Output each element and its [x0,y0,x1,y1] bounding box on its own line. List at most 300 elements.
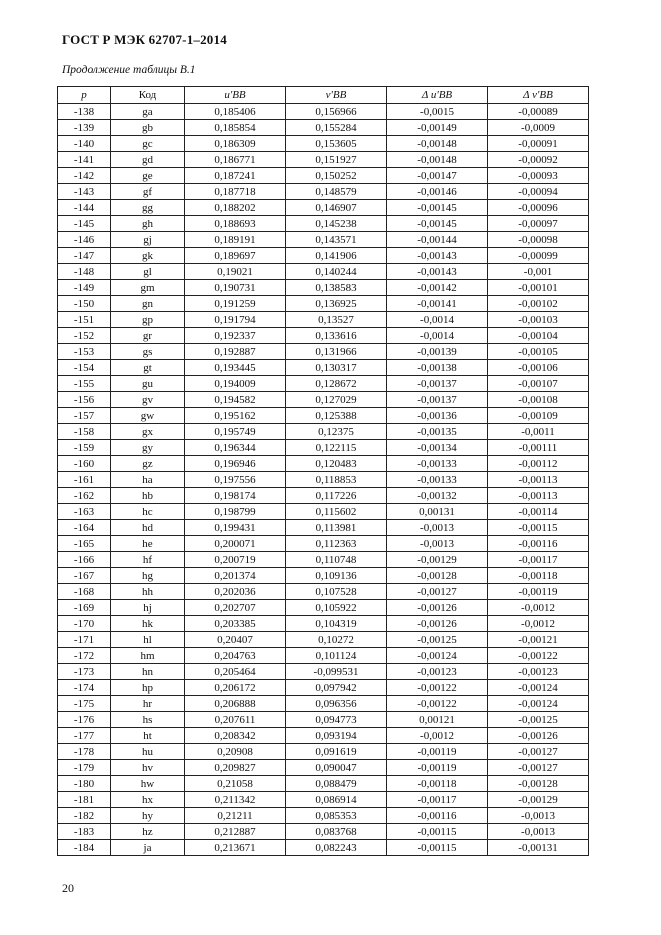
cell-p: -184 [58,840,111,856]
cell-code: gy [111,440,185,456]
table-row [58,344,589,360]
table-row [58,328,589,344]
cell-u: 0,209827 [185,760,286,776]
table-row [58,584,589,600]
table-row [58,200,589,216]
cell-code: hs [111,712,185,728]
cell-delta-u: -0,00119 [387,760,488,776]
table-row [58,104,589,120]
cell-delta-u: -0,00148 [387,136,488,152]
table-row [58,840,589,856]
cell-delta-v: -0,00113 [488,472,589,488]
cell-delta-v: -0,00093 [488,168,589,184]
table-row [58,152,589,168]
table-row [58,648,589,664]
cell-delta-v: -0,00096 [488,200,589,216]
cell-u: 0,202707 [185,600,286,616]
table-row [58,824,589,840]
cell-delta-u: -0,00129 [387,552,488,568]
cell-code: gm [111,280,185,296]
table-row [58,504,589,520]
table-caption: Продолжение таблицы В.1 [62,64,196,76]
cell-p: -170 [58,616,111,632]
cell-u: 0,189191 [185,232,286,248]
cell-delta-v: -0,00108 [488,392,589,408]
column-header-delta-u: Δ u'BB [387,87,488,104]
cell-code: hg [111,568,185,584]
cell-delta-u: -0,00137 [387,376,488,392]
cell-delta-u: -0,00122 [387,696,488,712]
cell-v: 0,090047 [286,760,387,776]
table-row [58,600,589,616]
table-row [58,168,589,184]
table-row [58,120,589,136]
cell-u: 0,192337 [185,328,286,344]
table-row [58,808,589,824]
cell-p: -181 [58,792,111,808]
table-row [58,712,589,728]
cell-code: hm [111,648,185,664]
table-row [58,280,589,296]
cell-u: 0,197556 [185,472,286,488]
cell-v: 0,083768 [286,824,387,840]
cell-code: gk [111,248,185,264]
table-row [58,184,589,200]
cell-delta-u: -0,00141 [387,296,488,312]
cell-delta-u: -0,00126 [387,600,488,616]
cell-delta-u: -0,00135 [387,424,488,440]
cell-u: 0,188693 [185,216,286,232]
table-row [58,680,589,696]
cell-delta-v: -0,00123 [488,664,589,680]
cell-u: 0,185854 [185,120,286,136]
cell-v: 0,150252 [286,168,387,184]
table-row [58,616,589,632]
cell-delta-u: -0,00125 [387,632,488,648]
cell-delta-u: -0,00122 [387,680,488,696]
cell-delta-v: -0,00104 [488,328,589,344]
cell-delta-u: -0,00146 [387,184,488,200]
cell-v: 0,146907 [286,200,387,216]
cell-u: 0,190731 [185,280,286,296]
cell-p: -168 [58,584,111,600]
cell-v: 0,140244 [286,264,387,280]
cell-delta-v: -0,00103 [488,312,589,328]
cell-p: -140 [58,136,111,152]
cell-delta-v: -0,00092 [488,152,589,168]
cell-u: 0,198799 [185,504,286,520]
table-row [58,728,589,744]
cell-u: 0,193445 [185,360,286,376]
cell-p: -157 [58,408,111,424]
cell-delta-u: -0,00137 [387,392,488,408]
cell-p: -177 [58,728,111,744]
cell-code: hu [111,744,185,760]
cell-code: hc [111,504,185,520]
cell-v: 0,122115 [286,440,387,456]
cell-p: -138 [58,104,111,120]
table-row [58,456,589,472]
table-row [58,664,589,680]
cell-p: -165 [58,536,111,552]
cell-u: 0,204763 [185,648,286,664]
cell-code: he [111,536,185,552]
column-header-delta-v: Δ v'BB [488,87,589,104]
cell-code: ha [111,472,185,488]
cell-delta-u: -0,0014 [387,328,488,344]
cell-code: hh [111,584,185,600]
cell-delta-v: -0,00099 [488,248,589,264]
cell-v: 0,155284 [286,120,387,136]
cell-delta-v: -0,00116 [488,536,589,552]
cell-delta-v: -0,00114 [488,504,589,520]
cell-p: -176 [58,712,111,728]
cell-code: hn [111,664,185,680]
cell-v: -0,099531 [286,664,387,680]
cell-p: -156 [58,392,111,408]
cell-delta-v: -0,00121 [488,632,589,648]
cell-delta-u: -0,00124 [387,648,488,664]
cell-delta-v: -0,00113 [488,488,589,504]
table-row [58,472,589,488]
cell-u: 0,206172 [185,680,286,696]
cell-code: gn [111,296,185,312]
cell-p: -144 [58,200,111,216]
cell-delta-u: -0,00148 [387,152,488,168]
cell-v: 0,107528 [286,584,387,600]
cell-p: -160 [58,456,111,472]
table-row [58,408,589,424]
cell-delta-v: -0,00126 [488,728,589,744]
table-row [58,792,589,808]
cell-code: hb [111,488,185,504]
cell-delta-u: 0,00131 [387,504,488,520]
cell-u: 0,191259 [185,296,286,312]
cell-v: 0,125388 [286,408,387,424]
cell-code: gr [111,328,185,344]
cell-v: 0,153605 [286,136,387,152]
table-row [58,696,589,712]
cell-delta-u: -0,0015 [387,104,488,120]
cell-p: -172 [58,648,111,664]
cell-delta-v: -0,00109 [488,408,589,424]
cell-u: 0,192887 [185,344,286,360]
table-row [58,488,589,504]
table-row [58,376,589,392]
cell-v: 0,10272 [286,632,387,648]
cell-u: 0,21058 [185,776,286,792]
cell-code: gc [111,136,185,152]
cell-v: 0,110748 [286,552,387,568]
cell-u: 0,187718 [185,184,286,200]
cell-p: -139 [58,120,111,136]
column-header-code: Код [111,87,185,104]
cell-u: 0,195162 [185,408,286,424]
cell-v: 0,131966 [286,344,387,360]
cell-p: -182 [58,808,111,824]
cell-u: 0,21211 [185,808,286,824]
cell-v: 0,101124 [286,648,387,664]
cell-p: -147 [58,248,111,264]
cell-v: 0,096356 [286,696,387,712]
cell-u: 0,203385 [185,616,286,632]
cell-code: gt [111,360,185,376]
table-row [58,760,589,776]
cell-v: 0,088479 [286,776,387,792]
document-title: ГОСТ Р МЭК 62707-1–2014 [62,32,227,47]
cell-delta-u: -0,00115 [387,840,488,856]
cell-v: 0,104319 [286,616,387,632]
cell-u: 0,198174 [185,488,286,504]
cell-v: 0,118853 [286,472,387,488]
cell-p: -159 [58,440,111,456]
cell-v: 0,112363 [286,536,387,552]
cell-p: -171 [58,632,111,648]
cell-code: hk [111,616,185,632]
cell-delta-u: -0,0013 [387,536,488,552]
cell-v: 0,141906 [286,248,387,264]
cell-code: hd [111,520,185,536]
cell-delta-u: -0,00132 [387,488,488,504]
cell-u: 0,188202 [185,200,286,216]
cell-v: 0,085353 [286,808,387,824]
cell-delta-u: -0,00147 [387,168,488,184]
cell-v: 0,156966 [286,104,387,120]
cell-p: -143 [58,184,111,200]
table-row [58,136,589,152]
cell-p: -175 [58,696,111,712]
cell-delta-u: -0,00143 [387,264,488,280]
cell-delta-u: -0,00133 [387,472,488,488]
cell-delta-u: -0,0012 [387,728,488,744]
cell-p: -174 [58,680,111,696]
cell-code: gh [111,216,185,232]
cell-v: 0,145238 [286,216,387,232]
cell-delta-u: -0,00115 [387,824,488,840]
cell-delta-u: -0,00145 [387,216,488,232]
table-row [58,248,589,264]
column-header-v: v'BB [286,87,387,104]
cell-delta-v: -0,00119 [488,584,589,600]
cell-delta-u: -0,00136 [387,408,488,424]
cell-delta-v: -0,0012 [488,600,589,616]
cell-delta-v: -0,00094 [488,184,589,200]
table-row [58,552,589,568]
cell-p: -158 [58,424,111,440]
cell-v: 0,082243 [286,840,387,856]
cell-p: -169 [58,600,111,616]
column-header-u: u'BB [185,87,286,104]
cell-p: -145 [58,216,111,232]
cell-code: gf [111,184,185,200]
cell-delta-u: -0,00142 [387,280,488,296]
cell-v: 0,093194 [286,728,387,744]
cell-delta-u: -0,00127 [387,584,488,600]
cell-p: -153 [58,344,111,360]
cell-delta-v: -0,00127 [488,760,589,776]
cell-delta-v: -0,00122 [488,648,589,664]
cell-code: hr [111,696,185,712]
table-row [58,216,589,232]
table-body [58,104,589,856]
cell-v: 0,086914 [286,792,387,808]
cell-p: -161 [58,472,111,488]
cell-code: hv [111,760,185,776]
cell-p: -179 [58,760,111,776]
cell-v: 0,128672 [286,376,387,392]
cell-delta-u: -0,00119 [387,744,488,760]
cell-code: gl [111,264,185,280]
page-number: 20 [62,881,74,895]
cell-delta-v: -0,00112 [488,456,589,472]
cell-delta-v: -0,00089 [488,104,589,120]
cell-p: -152 [58,328,111,344]
cell-p: -180 [58,776,111,792]
cell-v: 0,115602 [286,504,387,520]
cell-v: 0,109136 [286,568,387,584]
cell-delta-u: -0,00118 [387,776,488,792]
table-row [58,536,589,552]
cell-code: ge [111,168,185,184]
cell-delta-v: -0,00102 [488,296,589,312]
cell-delta-u: -0,00139 [387,344,488,360]
cell-v: 0,113981 [286,520,387,536]
cell-delta-v: -0,0011 [488,424,589,440]
cell-code: hj [111,600,185,616]
cell-u: 0,186309 [185,136,286,152]
cell-delta-v: -0,0012 [488,616,589,632]
cell-u: 0,213671 [185,840,286,856]
cell-delta-v: -0,00128 [488,776,589,792]
cell-v: 0,097942 [286,680,387,696]
cell-delta-v: -0,00127 [488,744,589,760]
cell-delta-u: -0,00144 [387,232,488,248]
table-row [58,568,589,584]
cell-p: -173 [58,664,111,680]
cell-code: gz [111,456,185,472]
table-row [58,744,589,760]
cell-u: 0,202036 [185,584,286,600]
cell-p: -166 [58,552,111,568]
cell-delta-v: -0,00111 [488,440,589,456]
cell-u: 0,212887 [185,824,286,840]
cell-p: -154 [58,360,111,376]
cell-delta-u: -0,00116 [387,808,488,824]
cell-v: 0,127029 [286,392,387,408]
cell-p: -183 [58,824,111,840]
cell-u: 0,205464 [185,664,286,680]
cell-p: -164 [58,520,111,536]
table-header-row [58,87,589,104]
cell-code: gb [111,120,185,136]
cell-code: hp [111,680,185,696]
cell-v: 0,105922 [286,600,387,616]
cell-code: ht [111,728,185,744]
cell-delta-v: -0,00115 [488,520,589,536]
cell-v: 0,148579 [286,184,387,200]
cell-u: 0,196344 [185,440,286,456]
cell-p: -146 [58,232,111,248]
cell-v: 0,133616 [286,328,387,344]
cell-code: gx [111,424,185,440]
table-row [58,232,589,248]
cell-delta-v: -0,00124 [488,680,589,696]
table-row [58,296,589,312]
cell-u: 0,191794 [185,312,286,328]
cell-code: hl [111,632,185,648]
cell-delta-v: -0,00106 [488,360,589,376]
cell-delta-u: -0,00145 [387,200,488,216]
table-row [58,520,589,536]
cell-p: -148 [58,264,111,280]
cell-p: -141 [58,152,111,168]
cell-code: gj [111,232,185,248]
cell-p: -151 [58,312,111,328]
cell-delta-u: -0,00117 [387,792,488,808]
cell-u: 0,19021 [185,264,286,280]
cell-code: ja [111,840,185,856]
cell-code: gw [111,408,185,424]
table-row [58,392,589,408]
table-row [58,440,589,456]
cell-u: 0,201374 [185,568,286,584]
cell-delta-v: -0,00117 [488,552,589,568]
cell-u: 0,206888 [185,696,286,712]
cell-u: 0,20908 [185,744,286,760]
cell-u: 0,194582 [185,392,286,408]
cell-u: 0,187241 [185,168,286,184]
cell-delta-u: -0,0013 [387,520,488,536]
cell-code: hy [111,808,185,824]
cell-delta-v: -0,00105 [488,344,589,360]
cell-v: 0,13527 [286,312,387,328]
cell-delta-u: 0,00121 [387,712,488,728]
cell-delta-u: -0,00149 [387,120,488,136]
cell-u: 0,20407 [185,632,286,648]
cell-code: gv [111,392,185,408]
table-row [58,360,589,376]
cell-code: hw [111,776,185,792]
cell-delta-v: -0,00118 [488,568,589,584]
cell-p: -178 [58,744,111,760]
data-table [57,86,589,856]
cell-delta-v: -0,00101 [488,280,589,296]
cell-p: -162 [58,488,111,504]
cell-delta-v: -0,00107 [488,376,589,392]
cell-code: gp [111,312,185,328]
cell-v: 0,094773 [286,712,387,728]
cell-delta-u: -0,00128 [387,568,488,584]
cell-delta-v: -0,00097 [488,216,589,232]
cell-v: 0,120483 [286,456,387,472]
cell-p: -155 [58,376,111,392]
cell-delta-u: -0,00143 [387,248,488,264]
cell-delta-u: -0,00138 [387,360,488,376]
cell-delta-v: -0,00131 [488,840,589,856]
cell-v: 0,136925 [286,296,387,312]
cell-code: gd [111,152,185,168]
table-row [58,312,589,328]
cell-delta-v: -0,00091 [488,136,589,152]
table-row [58,632,589,648]
cell-code: ga [111,104,185,120]
cell-p: -142 [58,168,111,184]
cell-v: 0,143571 [286,232,387,248]
table-row [58,776,589,792]
cell-delta-v: -0,001 [488,264,589,280]
table-row [58,264,589,280]
cell-u: 0,208342 [185,728,286,744]
